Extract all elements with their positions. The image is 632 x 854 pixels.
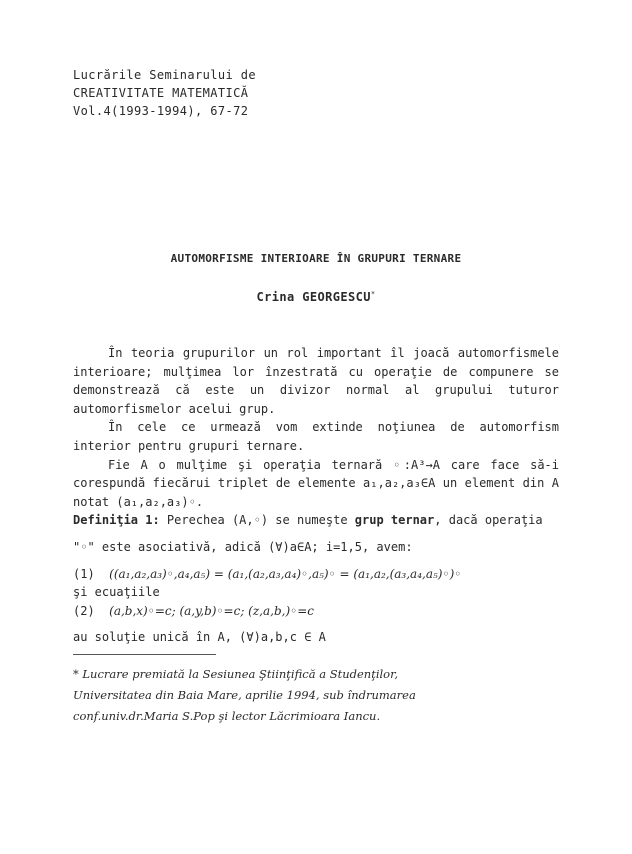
footnote-line3: conf.univ.dr.Maria S.Pop şi lector Lăcrimioara Iancu. bbox=[73, 709, 381, 723]
paragraph-scope: În cele ce urmează vom extinde noţiunea de automorfism interior pentru grupuri ternare. bbox=[73, 420, 559, 453]
author-footnote-mark: * bbox=[370, 290, 376, 298]
equation-2 bbox=[73, 602, 559, 621]
equation-1 bbox=[73, 565, 559, 584]
journal-name-line1: Lucrările Seminarului de bbox=[73, 68, 256, 82]
equations-intro: şi ecuaţiile bbox=[73, 585, 160, 600]
footnote bbox=[73, 664, 559, 727]
associativity-line: "◦" este asociativă, adică (∀)a∈A; i=1,5, avem: bbox=[73, 539, 413, 554]
definition-term: grup ternar bbox=[354, 513, 435, 528]
journal-header bbox=[73, 66, 256, 120]
definition-label: Definiţia 1: bbox=[73, 513, 160, 528]
footnote-separator bbox=[73, 654, 216, 655]
equation-1-body: ((a₁,a₂,a₃)◦,a₄,a₅) = (a₁,(a₂,a₃,a₄)◦,a₅)◦ = (a₁,a₂,(a₃,a₄,a₅)◦)◦ bbox=[109, 566, 462, 581]
unique-solution-line: au soluţie unică în A, (∀)a,b,c ∈ A bbox=[73, 630, 326, 645]
definition-line bbox=[73, 511, 559, 530]
paragraph-intro: În teoria grupurilor un rol important îl joacă automorfismele interioare; mulţimea lor înzestrată cu operaţie de compunere se demonstrează că este un divizor normal al grupului tuturor automorfismelor acelui grup. bbox=[73, 346, 559, 416]
body-text bbox=[73, 344, 559, 647]
footnote-line1: * Lucrare premiată la Sesiunea Ştiinţifică a Studenţilor, bbox=[73, 667, 398, 681]
journal-volume-pages: Vol.4(1993-1994), 67-72 bbox=[73, 104, 249, 118]
definition-text-a: Perechea (A,◦) se numeşte bbox=[159, 513, 355, 528]
footnote-line2: Universitatea din Baia Mare, aprilie 1994, sub îndrumarea bbox=[73, 688, 416, 702]
paragraph-operation: Fie A o mulţime şi operaţia ternară ◦:A³→A care face să-i corespundă fiecărui triplet de elemente a₁,a₂,a₃∈A un element din A notat (a₁,a₂,a₃)◦. bbox=[73, 457, 559, 509]
author-name: Crina GEORGESCU bbox=[256, 290, 371, 304]
author-line bbox=[0, 290, 632, 304]
equation-2-number: (2) bbox=[73, 603, 95, 618]
paper-title: AUTOMORFISME INTERIOARE ÎN GRUPURI TERNARE bbox=[170, 252, 462, 265]
equation-1-number: (1) bbox=[73, 566, 95, 581]
equation-2-body: (a,b,x)◦=c; (a,y,b)◦=c; (z,a,b,)◦=c bbox=[109, 603, 314, 618]
journal-name-line2: CREATIVITATE MATEMATICĂ bbox=[73, 86, 249, 100]
definition-text-b: , dacă operaţia bbox=[434, 513, 543, 528]
